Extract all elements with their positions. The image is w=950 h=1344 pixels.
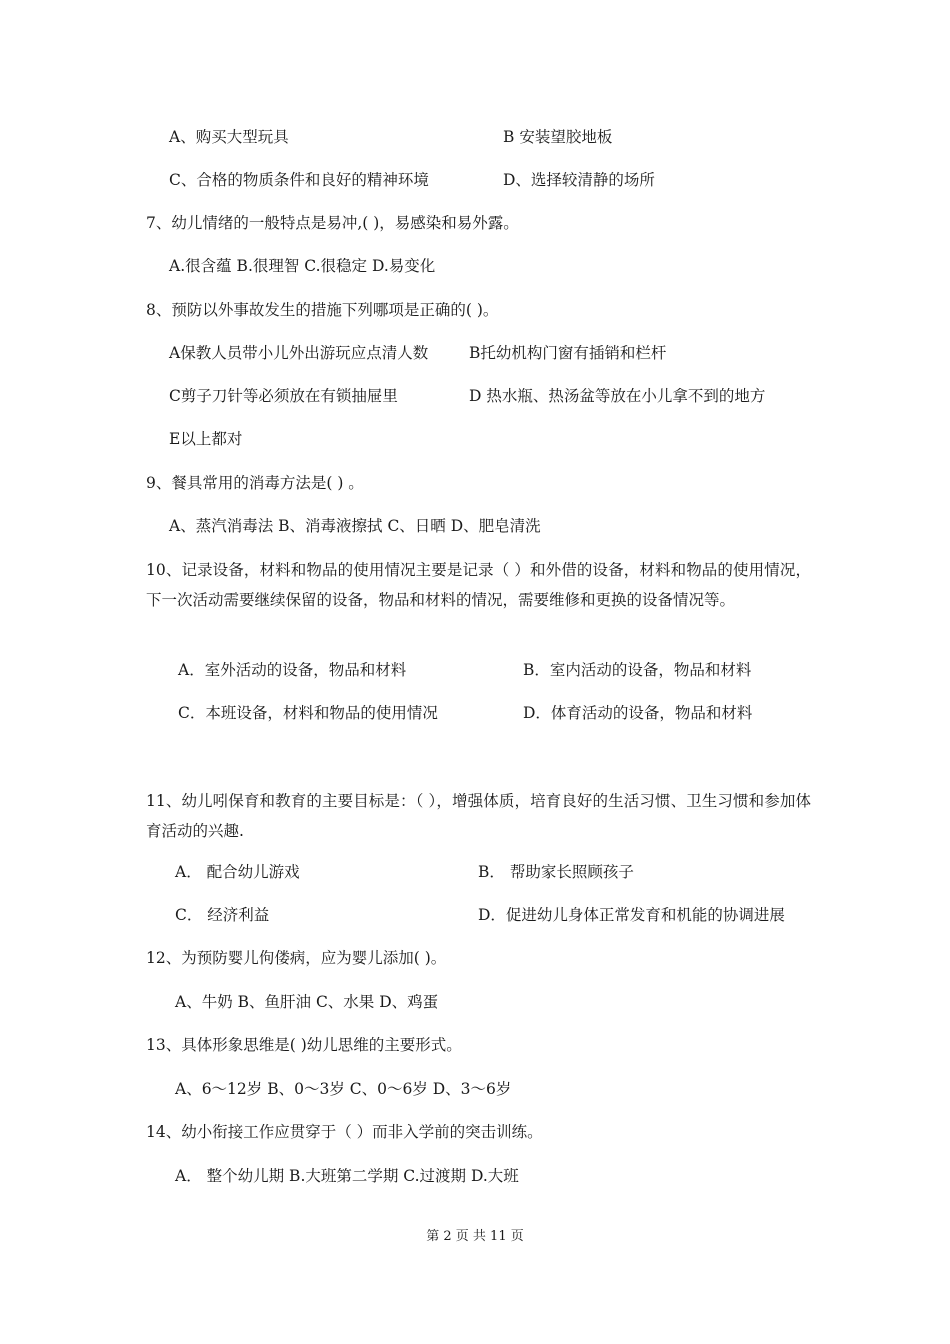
q10-option-b: B．室内活动的设备，物品和材料	[523, 661, 752, 679]
q6-option-b: B 安装望胶地板	[503, 128, 613, 146]
q6-option-a: A、购买大型玩具	[169, 128, 289, 146]
q11-option-b: B． 帮助家长照顾孩子	[478, 863, 634, 881]
q8-option-d: D 热水瓶、热汤盆等放在小儿拿不到的地方	[469, 387, 766, 405]
q10-question: 10、记录设备，材料和物品的使用情况主要是记录（ ）和外借的设备，材料和物品的使用情况，下一次活动需要继续保留的设备，物品和材料的情况，需要维修和更换的设备情况等。	[146, 561, 811, 609]
q12-question: 12、为预防婴儿佝偻病，应为婴儿添加( )。	[146, 949, 447, 967]
q9-options: A、蒸汽消毒法 B、消毒液擦拭 C、日晒 D、肥皂清洗	[169, 517, 541, 535]
q13-question: 13、具体形象思维是( )幼儿思维的主要形式。	[146, 1036, 462, 1054]
q11-option-a: A． 配合幼儿游戏	[175, 863, 300, 881]
page-footer: 第 2 页 共 11 页	[426, 1229, 524, 1244]
q10-option-a: A．室外活动的设备，物品和材料	[178, 661, 407, 679]
q12-options: A、牛奶 B、鱼肝油 C、水果 D、鸡蛋	[175, 993, 439, 1011]
q8-option-a: A保教人员带小儿外出游玩应点清人数	[169, 344, 429, 362]
q13-options: A、6～12岁 B、0～3岁 C、0～6岁 D、3～6岁	[175, 1080, 512, 1098]
q8-option-e: E以上都对	[169, 430, 243, 448]
q7-question: 7、幼儿情绪的一般特点是易冲,( )，易感染和易外露。	[146, 214, 519, 232]
q6-option-c: C、合格的物质条件和良好的精神环境	[169, 171, 429, 189]
q11-question: 11、幼儿吲保育和教育的主要目标是：（ ），增强体质，培育良好的生活习惯、卫生习惯和参加体育活动的兴趣.	[146, 792, 811, 840]
q11-option-c: C． 经济利益	[175, 906, 270, 924]
q14-options: A． 整个幼儿期 B.大班第二学期 C.过渡期 D.大班	[175, 1167, 519, 1185]
q10-option-c: C．本班设备，材料和物品的使用情况	[178, 704, 438, 722]
q10-option-d: D．体育活动的设备，物品和材料	[523, 704, 753, 722]
q14-question: 14、幼小衔接工作应贯穿于（ ）而非入学前的突击训练。	[146, 1123, 543, 1141]
q8-question: 8、预防以外事故发生的措施下列哪项是正确的( )。	[146, 301, 499, 319]
q11-option-d: D．促进幼儿身体正常发育和机能的协调进展	[478, 906, 785, 924]
q8-option-c: C剪子刀针等必须放在有锁抽屉里	[169, 387, 398, 405]
q7-options: A.很含蕴 B.很理智 C.很稳定 D.易变化	[169, 257, 436, 275]
q6-option-d: D、选择较清静的场所	[503, 171, 655, 189]
q9-question: 9、餐具常用的消毒方法是( ) 。	[146, 474, 364, 492]
q8-option-b: B托幼机构门窗有插销和栏杆	[469, 344, 667, 362]
